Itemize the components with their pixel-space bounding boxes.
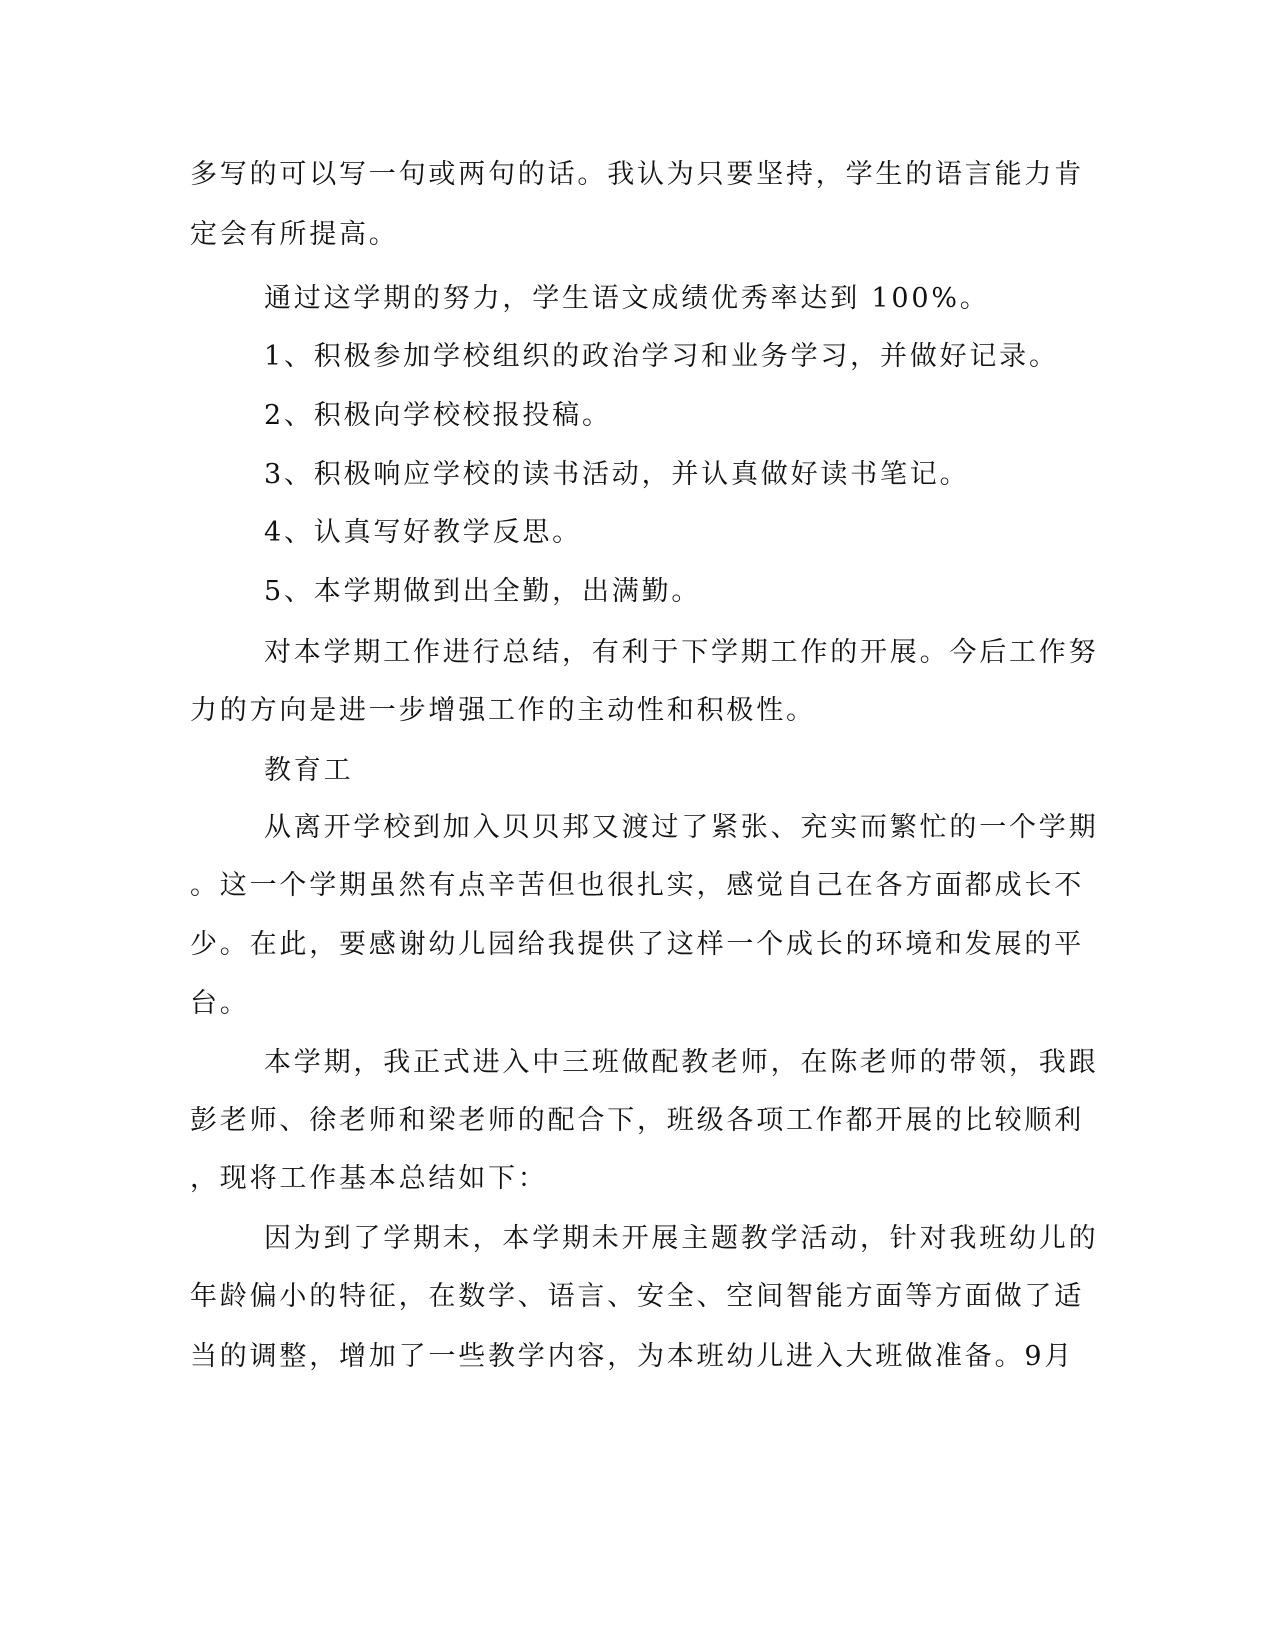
text-line: 少。在此，要感谢幼儿园给我提供了这样一个成长的环境和发展的平 bbox=[190, 929, 1084, 960]
text-line: 本学期，我正式进入中三班做配教老师，在陈老师的带领，我跟 bbox=[264, 1047, 1099, 1078]
text-line: 台。 bbox=[190, 988, 250, 1019]
list-item: 1、积极参加学校组织的政治学习和业务学习，并做好记录。 bbox=[264, 341, 1059, 372]
text-line: 当的调整，增加了一些教学内容，为本班幼儿进入大班做准备。9月 bbox=[190, 1341, 1075, 1372]
text-line: 对本学期工作进行总结，有利于下学期工作的开展。今后工作努 bbox=[264, 637, 1099, 668]
text-line: 因为到了学期末，本学期未开展主题教学活动，针对我班幼儿的 bbox=[264, 1223, 1099, 1254]
text-line: 年龄偏小的特征，在数学、语言、安全、空间智能方面等方面做了适 bbox=[190, 1281, 1084, 1312]
text-line: 力的方向是进一步增强工作的主动性和积极性。 bbox=[190, 695, 816, 726]
list-item: 5、本学期做到出全勤，出满勤。 bbox=[264, 576, 702, 607]
text-line: ，现将工作基本总结如下： bbox=[190, 1163, 548, 1194]
text-line: 多写的可以写一句或两句的话。我认为只要坚持，学生的语言能力肯 bbox=[190, 159, 1084, 190]
text-line: 定会有所提高。 bbox=[190, 219, 399, 250]
text-line: 彭老师、徐老师和梁老师的配合下，班级各项工作都开展的比较顺利 bbox=[190, 1105, 1084, 1136]
list-item: 3、积极响应学校的读书活动，并认真做好读书笔记。 bbox=[264, 459, 970, 490]
text-line: 从离开学校到加入贝贝邦又渡过了紧张、充实而繁忙的一个学期 bbox=[264, 812, 1099, 843]
text-line: 。这一个学期虽然有点辛苦但也很扎实，感觉自己在各方面都成长不 bbox=[190, 870, 1084, 901]
text-line: 通过这学期的努力，学生语文成绩优秀率达到 100%。 bbox=[264, 283, 990, 314]
section-heading: 教育工 bbox=[264, 755, 354, 786]
list-item: 4、认真写好教学反思。 bbox=[264, 517, 582, 548]
list-item: 2、积极向学校校报投稿。 bbox=[264, 400, 612, 431]
